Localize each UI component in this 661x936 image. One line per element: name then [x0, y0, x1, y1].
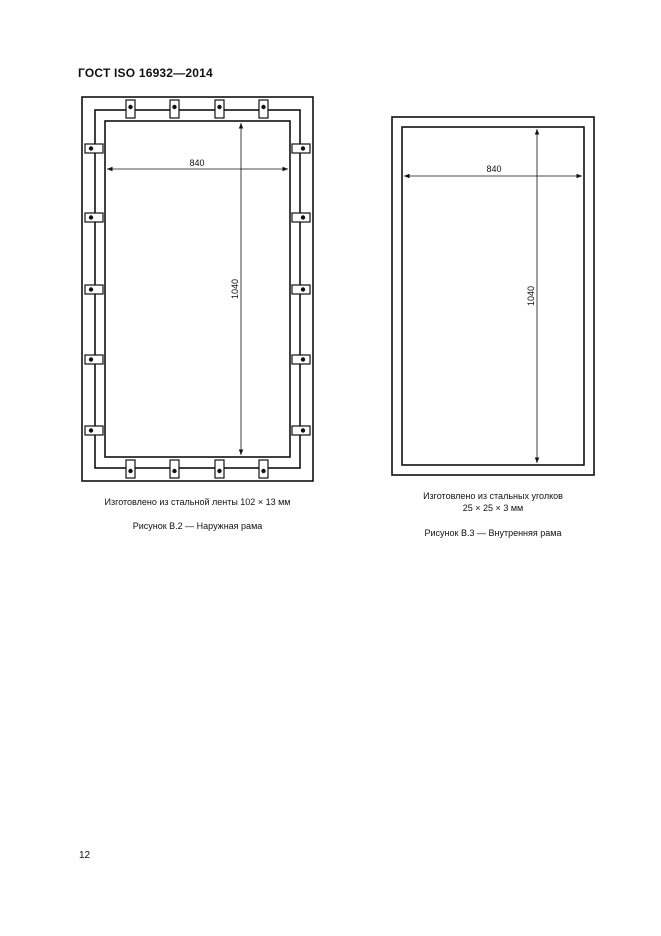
bracket-right-5: [292, 426, 310, 435]
bracket-bottom-3: [215, 460, 224, 478]
bracket-bottom-4: [259, 460, 268, 478]
outer-frame-dimensions: [107, 123, 288, 455]
bracket-left-5: [85, 426, 103, 435]
outer-frame-drawing: [82, 97, 313, 481]
inner-height-dimension-label: 1040: [526, 285, 536, 307]
page-number: 12: [79, 850, 91, 861]
width-dimension-label: 840: [189, 158, 205, 168]
bracket-left-1: [85, 144, 103, 153]
outer-frame-material-note: Изготовлено из стальной ленты 102 × 13 мм: [104, 497, 291, 507]
bracket-bottom-1: [126, 460, 135, 478]
outer-frame-band-inner: [105, 121, 290, 457]
bracket-right-2: [292, 213, 310, 222]
outer-frame-border: [82, 97, 313, 481]
document-header: ГОСТ ISO 16932—2014: [78, 66, 213, 80]
bracket-right-3: [292, 285, 310, 294]
bracket-top-4: [259, 100, 268, 118]
inner-frame-border-inner: [402, 127, 584, 465]
bracket-top-2: [170, 100, 179, 118]
inner-frame-material-note-1: Изготовлено из стальных уголков: [423, 491, 563, 501]
bracket-top-3: [215, 100, 224, 118]
inner-frame-dimensions: [404, 129, 582, 463]
outer-frame-caption: Рисунок В.2 — Наружная рама: [132, 521, 263, 531]
bracket-right-1: [292, 144, 310, 153]
inner-width-dimension-label: 840: [486, 164, 502, 174]
bracket-bottom-2: [170, 460, 179, 478]
outer-frame-brackets: [85, 100, 310, 478]
bracket-left-3: [85, 285, 103, 294]
inner-frame-material-note-2: 25 × 25 × 3 мм: [462, 503, 524, 513]
height-dimension-label: 1040: [230, 278, 240, 300]
inner-frame-caption: Рисунок В.3 — Внутренняя рама: [424, 528, 562, 538]
bracket-left-2: [85, 213, 103, 222]
bracket-right-4: [292, 355, 310, 364]
bracket-top-1: [126, 100, 135, 118]
bracket-left-4: [85, 355, 103, 364]
